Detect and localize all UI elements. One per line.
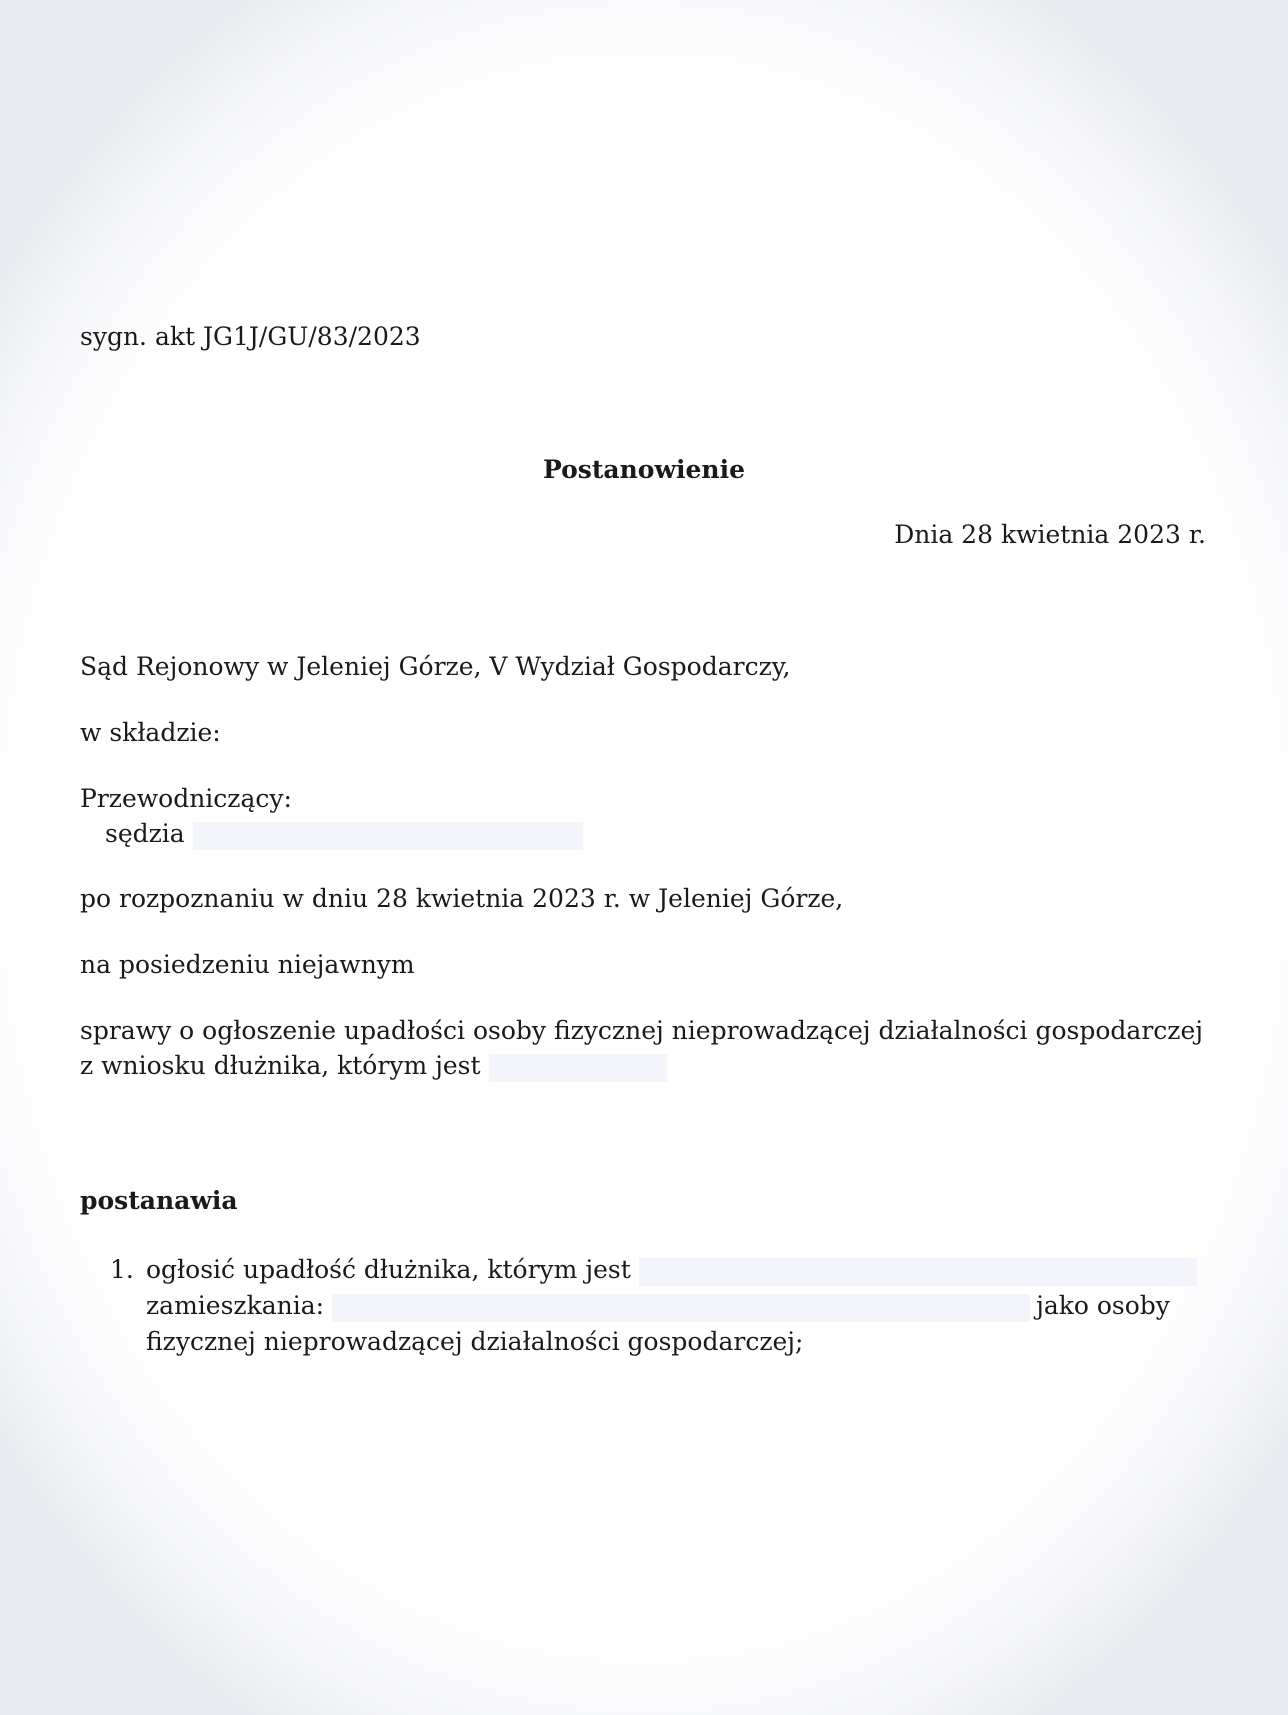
document-date: Dnia 28 kwietnia 2023 r. — [894, 520, 1206, 549]
list-item-number: 1. — [110, 1255, 134, 1284]
redacted-address — [332, 1294, 1030, 1322]
list-item-line-2 — [146, 1288, 1200, 1324]
case-description-line-2 — [80, 1051, 667, 1082]
redacted-judge-name — [193, 822, 583, 850]
composition-label: w składzie: — [80, 718, 221, 747]
list-item-line-2-suffix: jako osoby — [1036, 1291, 1170, 1320]
judge-line — [105, 819, 583, 850]
chairman-label: Przewodniczący: — [80, 784, 292, 813]
list-item-line-1-text: ogłosić upadłość dłużnika, którym jest — [146, 1255, 631, 1284]
hearing-line: po rozpoznaniu w dniu 28 kwietnia 2023 r. w Jeleniej Górze, — [80, 884, 844, 913]
judge-label: sędzia — [105, 819, 185, 848]
redacted-debtor-details — [639, 1258, 1197, 1286]
case-number: sygn. akt JG1J/GU/83/2023 — [80, 322, 421, 351]
case-description-text: z wniosku dłużnika, którym jest — [80, 1051, 481, 1080]
document-title: Postanowienie — [543, 455, 745, 484]
list-item-line-3: fizycznej nieprowadzącej działalności gospodarczej; — [146, 1327, 804, 1356]
session-line: na posiedzeniu niejawnym — [80, 950, 415, 979]
list-item-line-1 — [146, 1252, 1200, 1288]
residence-label: zamieszkania: — [146, 1291, 325, 1320]
court-name: Sąd Rejonowy w Jeleniej Górze, V Wydział Gospodarczy, — [80, 652, 791, 681]
case-description-line-1: sprawy o ogłoszenie upadłości osoby fizycznej nieprowadzącej działalności gospodarczej — [80, 1016, 1203, 1045]
redacted-debtor-name — [489, 1054, 667, 1082]
list-item-body — [146, 1252, 1200, 1360]
decision-heading: postanawia — [80, 1186, 238, 1215]
